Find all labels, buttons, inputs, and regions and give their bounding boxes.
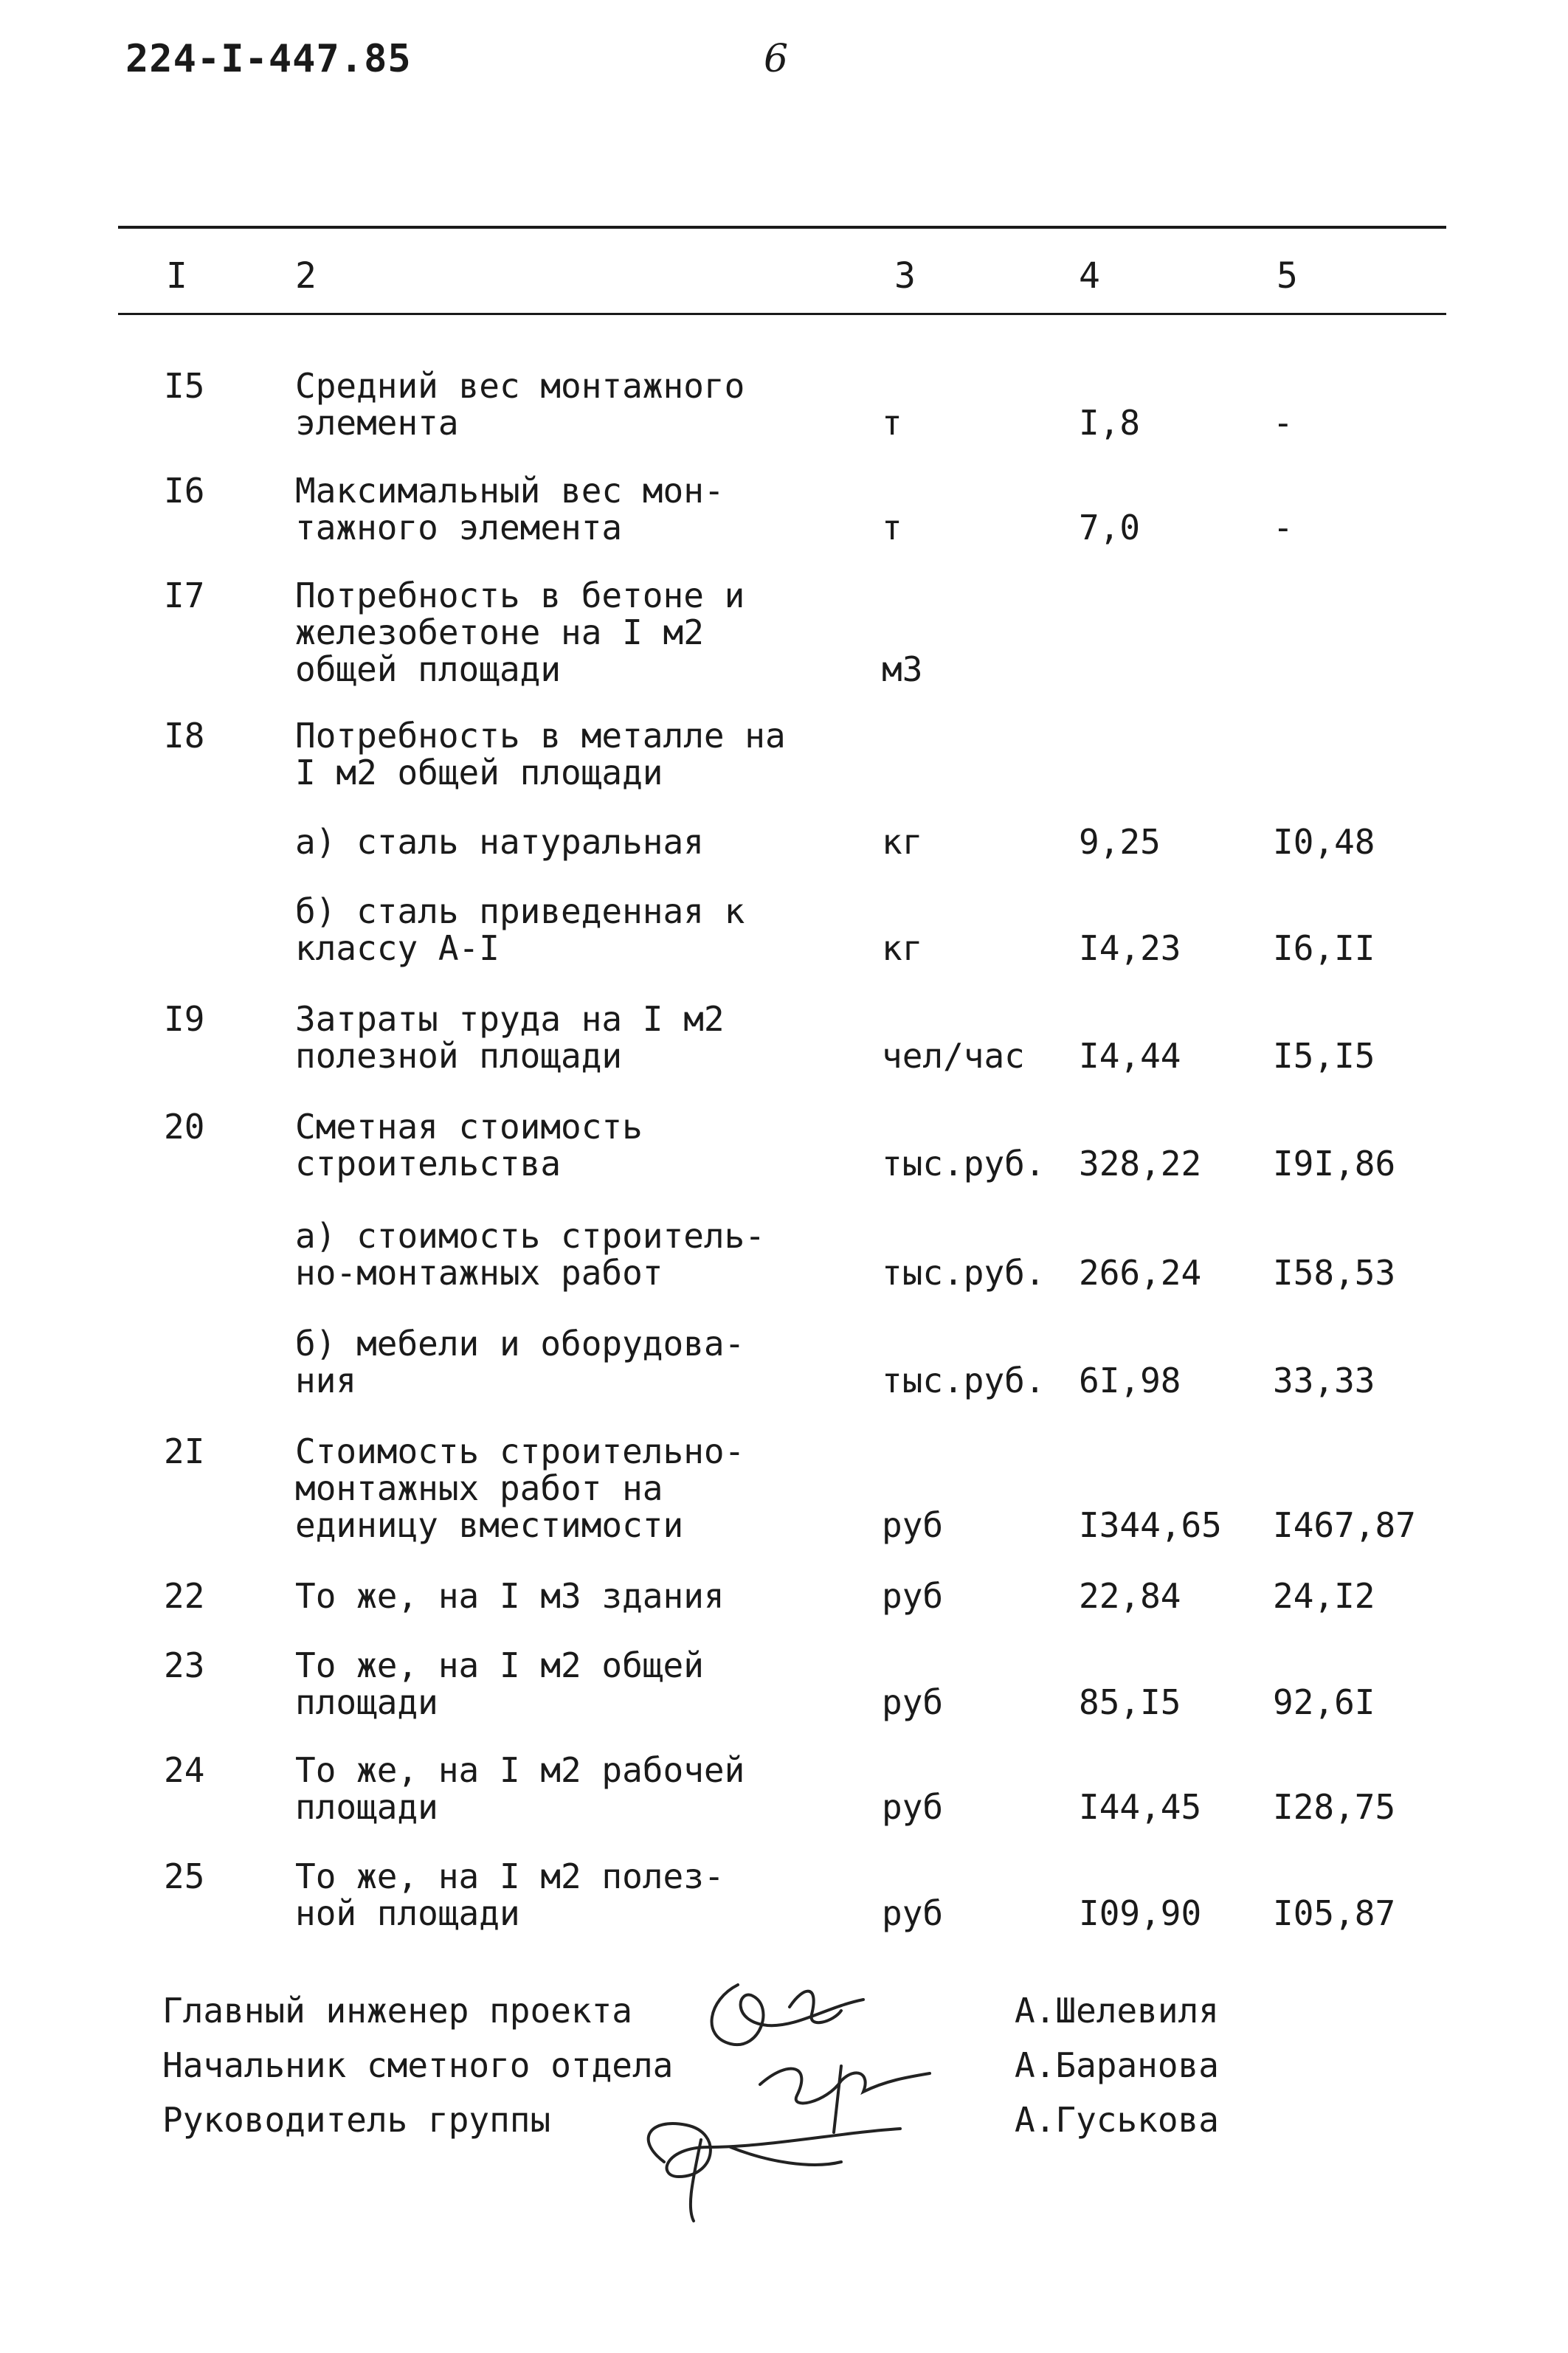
row-number: I6 [164, 471, 205, 511]
signature-title-group-lead: Руководитель группы [162, 2100, 551, 2140]
table-row [0, 1858, 1568, 1932]
row-value-col5: 24,I2 [1273, 1576, 1375, 1616]
table-header-rule [118, 313, 1446, 315]
column-header-2: 2 [295, 255, 317, 297]
row-description: То же, на I м2 рабочей площади [295, 1750, 745, 1827]
row-number: 20 [164, 1107, 205, 1147]
table-row [0, 893, 1568, 967]
table-row [0, 1752, 1568, 1825]
table-row [0, 1433, 1568, 1544]
row-value-col5: I28,75 [1273, 1787, 1396, 1827]
row-unit: тыс.руб. [882, 1253, 1046, 1293]
table-row [0, 577, 1568, 688]
signature-title-chief-engineer: Главный инженер проекта [162, 1991, 632, 2031]
row-unit: руб [882, 1505, 944, 1545]
row-number: 2I [164, 1431, 205, 1471]
row-unit: т [882, 403, 902, 443]
row-unit: кг [882, 928, 923, 968]
table-row [0, 1217, 1568, 1291]
row-value-col5: - [1273, 403, 1294, 443]
row-unit: руб [882, 1576, 944, 1616]
row-value-col4: 85,I5 [1079, 1682, 1181, 1722]
row-unit: чел/час [882, 1036, 1025, 1076]
row-value-col4: 7,0 [1079, 508, 1141, 547]
column-header-1: I [166, 255, 187, 297]
row-unit: м3 [882, 649, 923, 689]
row-unit: тыс.руб. [882, 1144, 1046, 1184]
row-value-col5: I58,53 [1273, 1253, 1396, 1293]
row-unit: руб [882, 1682, 944, 1722]
row-value-col4: 9,25 [1079, 822, 1161, 862]
row-value-col4: 22,84 [1079, 1576, 1181, 1616]
table-row [0, 1108, 1568, 1182]
row-unit: руб [882, 1787, 944, 1827]
row-value-col4: 266,24 [1079, 1253, 1202, 1293]
page-number: 6 [764, 37, 789, 81]
row-number: I8 [164, 716, 205, 756]
table-row [0, 1578, 1568, 1614]
row-number: I9 [164, 999, 205, 1039]
row-description: б) мебели и оборудова- ния [295, 1324, 745, 1400]
row-description: То же, на I м2 полез- ной площади [295, 1856, 725, 1933]
row-value-col5: I9I,86 [1273, 1144, 1396, 1184]
row-description: б) сталь приведенная к классу А-I [295, 891, 745, 968]
row-value-col4: I,8 [1079, 403, 1141, 443]
row-description: а) стоимость строитель- но-монтажных работ [295, 1216, 765, 1293]
table-row [0, 472, 1568, 546]
column-header-3: 3 [894, 255, 916, 297]
row-description: Стоимость строительно- монтажных работ на единицу вместимости [295, 1431, 745, 1545]
row-value-col5: I5,I5 [1273, 1036, 1375, 1076]
row-description: Сметная стоимость строительства [295, 1107, 643, 1184]
table-row [0, 823, 1568, 860]
signature-name-estimate-head: А.Баранова [1015, 2045, 1219, 2085]
row-value-col5: - [1273, 508, 1294, 547]
row-number: I7 [164, 576, 205, 615]
row-unit: т [882, 508, 902, 547]
table-row [0, 1001, 1568, 1074]
column-header-5: 5 [1277, 255, 1298, 297]
table-top-rule [118, 226, 1446, 229]
row-value-col4: I09,90 [1079, 1893, 1202, 1933]
row-number: 25 [164, 1856, 205, 1896]
row-value-col4: I4,23 [1079, 928, 1181, 968]
row-number: I5 [164, 366, 205, 406]
row-value-col5: I6,II [1273, 928, 1375, 968]
row-value-col4: I344,65 [1079, 1505, 1222, 1545]
row-description: Затраты труда на I м2 полезной площади [295, 999, 725, 1076]
row-value-col5: 33,33 [1273, 1361, 1375, 1400]
row-number: 22 [164, 1576, 205, 1616]
document-code: 224-I-447.85 [125, 37, 412, 81]
column-header-4: 4 [1079, 255, 1100, 297]
row-description: То же, на I м2 общей площади [295, 1645, 704, 1722]
signature-name-group-lead: А.Гуськова [1015, 2100, 1219, 2140]
table-row [0, 1325, 1568, 1399]
row-number: 24 [164, 1750, 205, 1790]
row-unit: тыс.руб. [882, 1361, 1046, 1400]
row-value-col4: 328,22 [1079, 1144, 1202, 1184]
handwritten-signatures [620, 1955, 1004, 2228]
row-value-col5: I05,87 [1273, 1893, 1396, 1933]
row-description: а) сталь натуральная [295, 822, 704, 862]
signature-name-chief-engineer: А.Шелевиля [1015, 1991, 1219, 2031]
row-unit: кг [882, 822, 923, 862]
row-value-col5: I467,87 [1273, 1505, 1416, 1545]
row-value-col5: I0,48 [1273, 822, 1375, 862]
row-description: Потребность в бетоне и железобетоне на I м2 общей площади [295, 576, 745, 689]
row-description: То же, на I м3 здания [295, 1576, 725, 1616]
signature-title-estimate-head: Начальник сметного отдела [162, 2045, 674, 2085]
row-value-col5: 92,6I [1273, 1682, 1375, 1722]
row-description: Потребность в металле на I м2 общей площади [295, 716, 786, 792]
row-description: Средний вес монтажного элемента [295, 366, 745, 443]
row-unit: руб [882, 1893, 944, 1933]
row-value-col4: I4,44 [1079, 1036, 1181, 1076]
table-row [0, 367, 1568, 441]
row-number: 23 [164, 1645, 205, 1685]
table-row [0, 717, 1568, 791]
table-row [0, 1647, 1568, 1721]
row-description: Максимальный вес мон- тажного элемента [295, 471, 725, 547]
row-value-col4: 6I,98 [1079, 1361, 1181, 1400]
row-value-col4: I44,45 [1079, 1787, 1202, 1827]
